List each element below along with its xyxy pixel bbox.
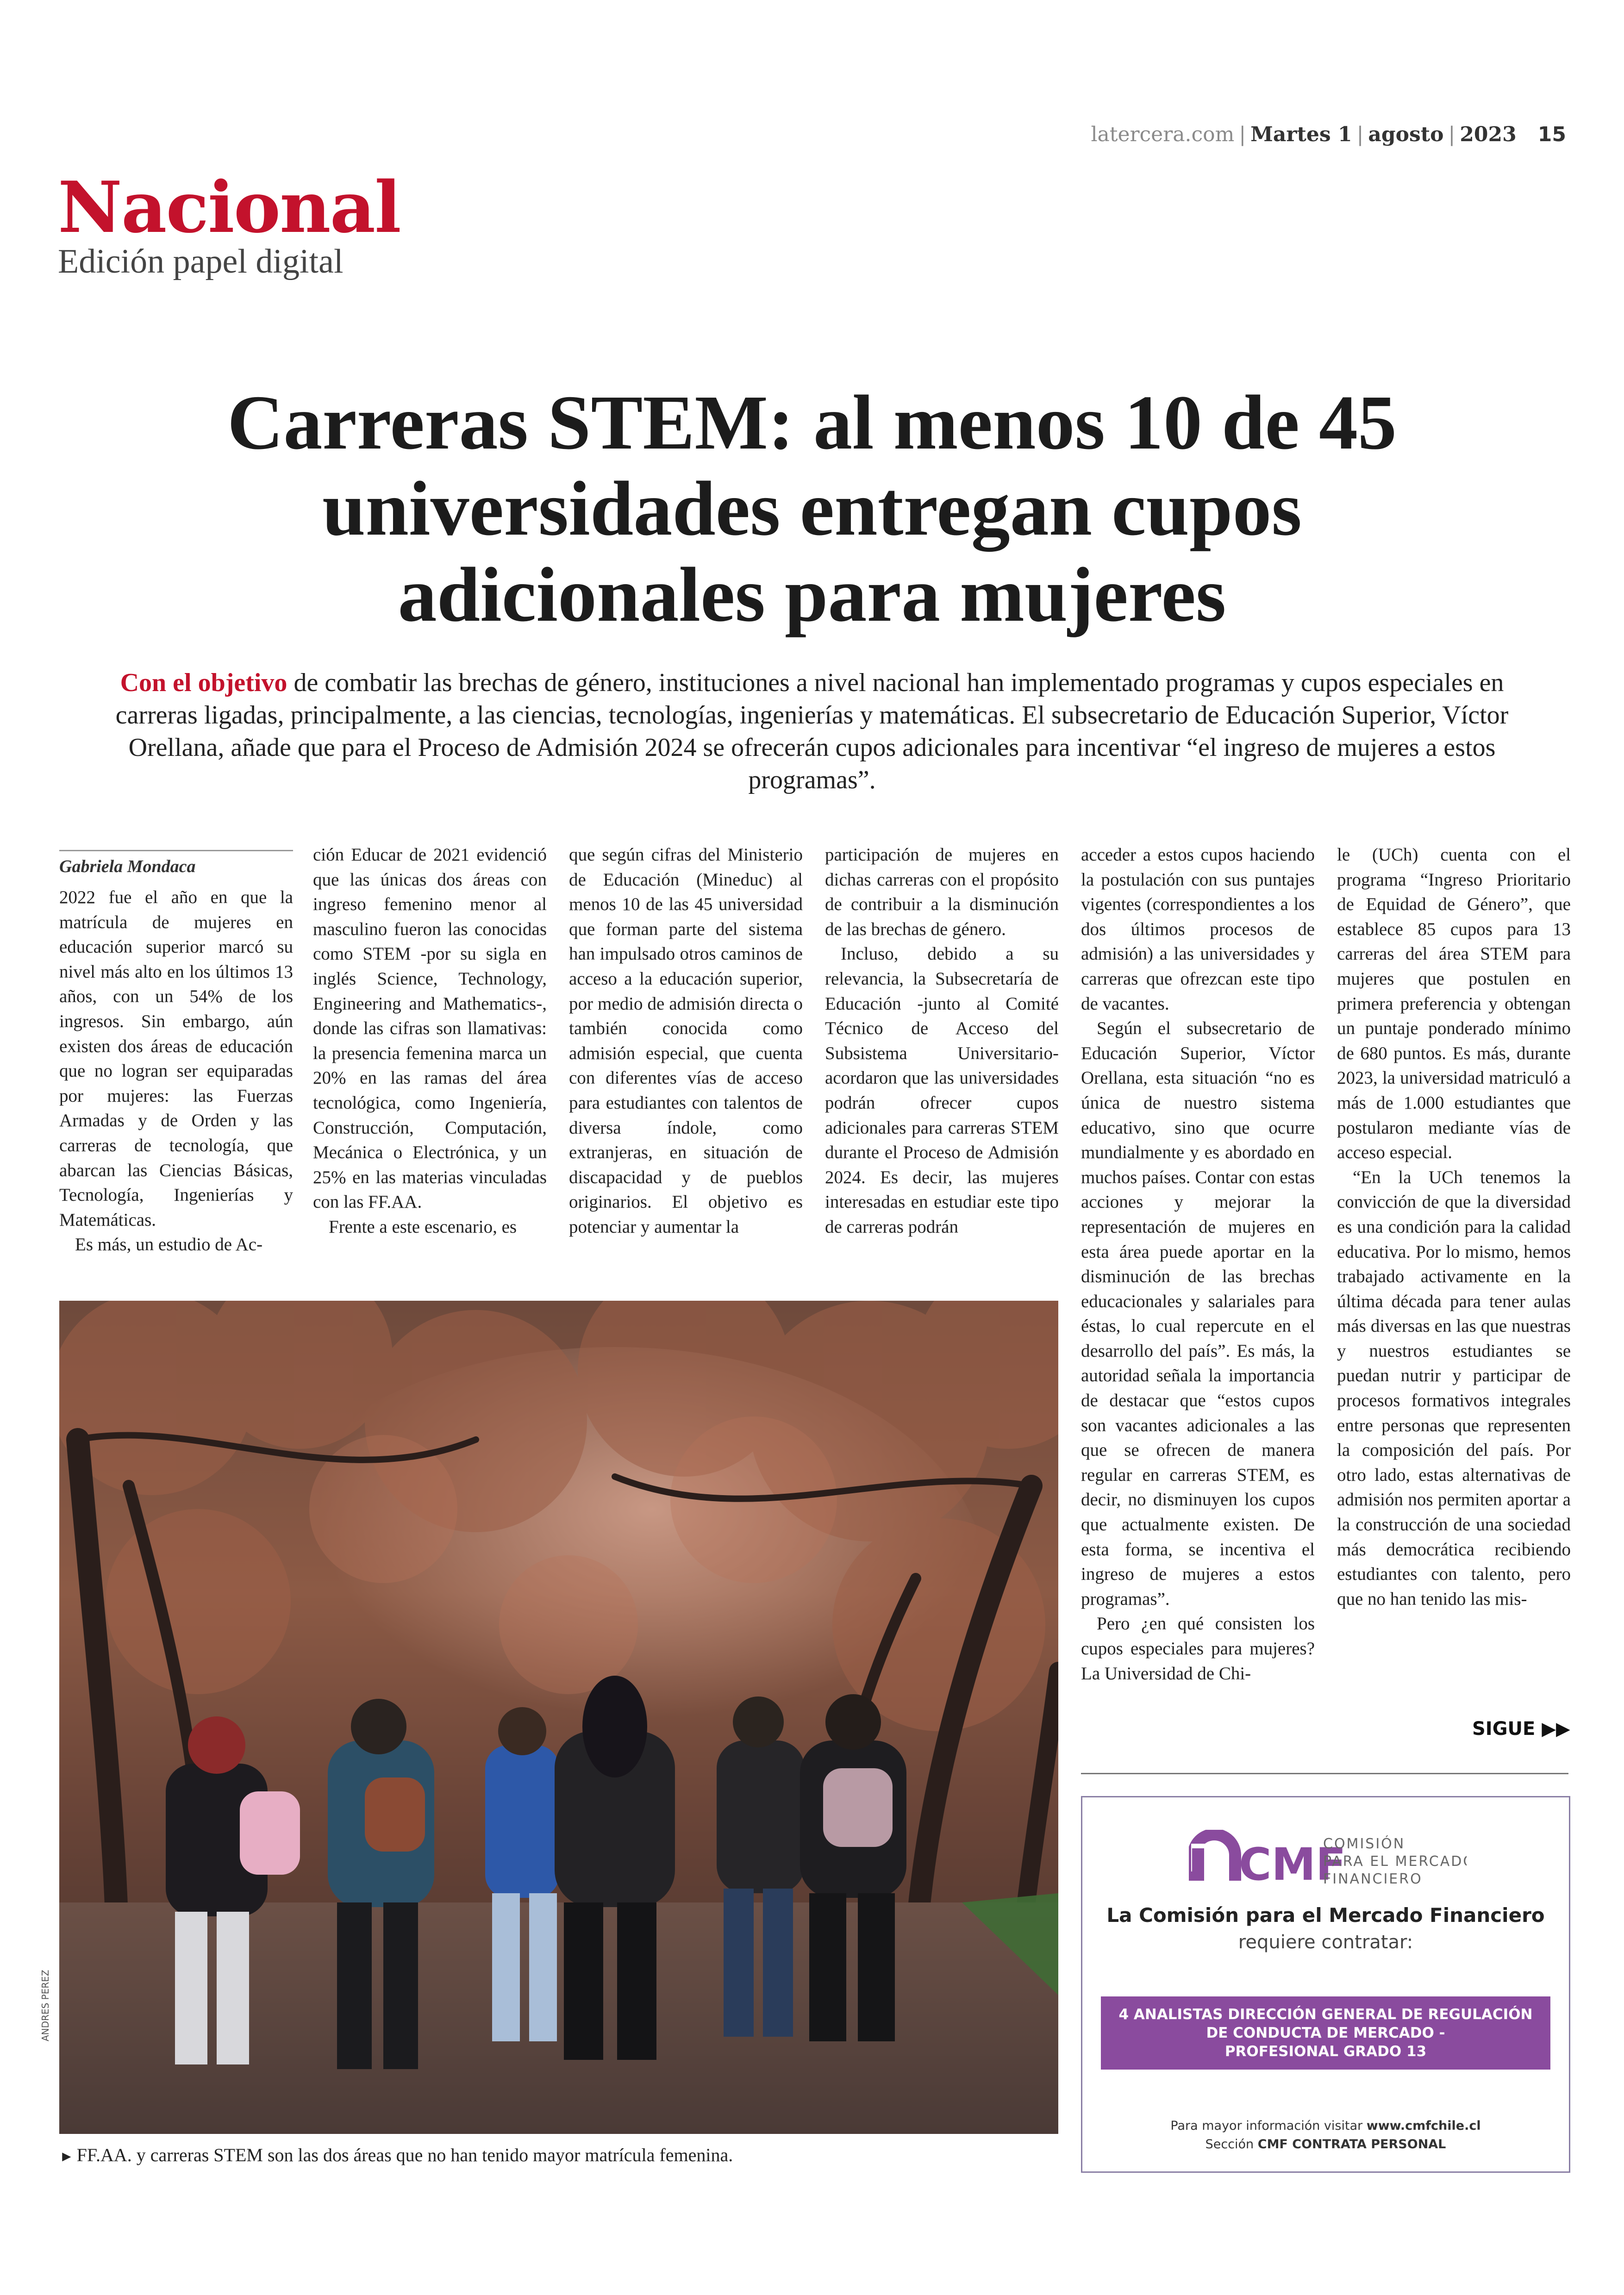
site-name: latercera.com xyxy=(1091,123,1235,146)
ad-foot-section: CMF CONTRATA PERSONAL xyxy=(1257,2137,1446,2152)
page-number: 15 xyxy=(1537,123,1566,146)
headline-line: Carreras STEM: al menos 10 de 45 xyxy=(227,380,1397,466)
headline xyxy=(116,380,1508,638)
ad-footer xyxy=(1082,2117,1569,2154)
cmf-logo-letters: CMF xyxy=(1239,1839,1346,1890)
paragraph: Frente a este escenario, es xyxy=(329,1216,517,1237)
paragraph: Incluso, debido a su relevancia, la Subsecretaría de Educación -junto al Comité Técnico de Acceso del Subsistema Universitario- acordaron que las universidades podrán ofrecer cupos adicionales para carreras STEM durante el Proceso de Admisión 2024. Es decir, las mujeres interesadas en estudiar este tipo de carreras podrán xyxy=(825,944,1059,1237)
ad-separator xyxy=(1081,1773,1568,1774)
paragraph: ción Educar de 2021 evidenció que las únicas dos áreas con ingreso femenino menor al masculino fueron las conocidas como STEM -por su sigla en inglés Science, Technology, Engineering and Mathematics-, donde las cifras son llamativas: la presencia femenina marca un 20% en las ramas del área tecnológica, como Ingeniería, Construcción, Computación, Mecánica o Electrónica, y un 25% en las materias vinculadas con las FF.AA. xyxy=(313,845,547,1212)
article-photo xyxy=(59,1301,1058,2134)
ad-title: La Comisión para el Mercado Financiero xyxy=(1106,1904,1545,1927)
cmf-job-ad xyxy=(1081,1796,1570,2173)
article-column-1 xyxy=(59,885,293,1257)
paragraph: le (UCh) cuenta con el programa “Ingreso Prioritario de Equidad de Género”, que establece 85 cupos para 13 carreras del área STEM para mujeres que postulen en primera preferencia y obtengan un puntaje ponderado mínimo de 680 puntos. Es más, durante 2023, la universidad matriculó a más de 1.000 estudiantes que postularon mediante vías de acceso especial. xyxy=(1337,845,1571,1163)
ad-subtitle: requiere contratar: xyxy=(1238,1932,1413,1953)
article-column-3 xyxy=(569,842,803,1240)
paragraph: que según cifras del Ministerio de Educación (Mineduc) al menos 10 de las 45 universidad que forman parte del sistema han impulsado otros caminos de acceso a la educación superior, por medio de admisión directa o también conocida como admisión especial, que cuenta con diferentes vías de acceso para estudiantes con talentos de diversa índole, como extranjeras, en situación de discapacidad y de pueblos originarios. El objetivo es potenciar y aumentar la xyxy=(569,845,803,1237)
lede xyxy=(97,667,1527,796)
lede-lead: Con el objetivo xyxy=(120,668,287,697)
cmf-logo xyxy=(1189,1830,1467,1895)
ad-foot-section-prefix: Sección xyxy=(1205,2137,1258,2152)
lede-text: de combatir las brechas de género, instituciones a nivel nacional han implementado programas y cupos especiales en carreras ligadas, principalmente, a las ciencias, tecnologías, ingenierías y matemáticas. El subsecretario de Educación Superior, Víctor Orellana, añade que para el Proceso de Admisión 2024 se ofrecerán cupos adicionales para incentivar “el ingreso de mujeres a estos programas”. xyxy=(115,668,1509,794)
cmf-logo-line: FINANCIERO xyxy=(1323,1871,1423,1887)
ad-job-line: DE CONDUCTA DE MERCADO - xyxy=(1206,2025,1445,2041)
header-separator: | xyxy=(1356,123,1364,146)
section-title: Nacional xyxy=(58,166,400,249)
cmf-logo-mark xyxy=(1189,1830,1467,1895)
header-day: Martes 1 xyxy=(1250,123,1352,146)
paragraph: participación de mujeres en dichas carreras con el propósito de contribuir a la disminución de las brechas de género. xyxy=(825,845,1059,939)
article-column-6 xyxy=(1337,842,1571,1611)
paragraph: Es más, un estudio de Ac- xyxy=(75,1235,263,1255)
caption-arrow-icon: ► xyxy=(59,2148,74,2164)
header-separator: | xyxy=(1448,123,1455,146)
photo-credit: ANDRES PEREZ xyxy=(40,1970,51,2041)
paragraph: Pero ¿en qué consisten los cupos especiales para mujeres? La Universidad de Chi- xyxy=(1081,1614,1315,1684)
header-separator: | xyxy=(1239,123,1246,146)
paragraph: “En la UCh tenemos la convicción de que la diversidad es una condición para la calidad educativa. Por lo mismo, hemos trabajado activamente en la última década para tener aulas más diversas en las que nuestras y nuestros estudiantes se puedan nutrir y participar de procesos formativos integrales entre personas que representen la composición del país. Por otro lado, estas alternativas de admisión nos permiten aportar a la construcción de una sociedad más democrática recibiendo estudiantes con talento, pero que no han tenido las mis- xyxy=(1337,1167,1571,1609)
headline-line: adicionales para mujeres xyxy=(398,552,1226,638)
header-year: 2023 xyxy=(1460,123,1517,146)
caption-text: FF.AA. y carreras STEM son las dos áreas que no han tenido mayor matrícula femenina. xyxy=(76,2145,733,2165)
ad-foot-prefix: Para mayor información visitar xyxy=(1170,2119,1367,2133)
paragraph: 2022 fue el año en que la matrícula de mujeres en educación superior marcó su nivel más alto en los últimos 13 años, con un 54% de los ingresos. Sin embargo, aún existen dos áreas de educación que no logran ser equiparadas por mujeres: las Fuerzas Armadas y de Orden y las carreras de tecnología, que abarcan las Ciencias Básicas, Tecnología, Ingenierías y Matemáticas. xyxy=(59,887,293,1230)
byline: Gabriela Mondaca xyxy=(59,857,196,876)
cmf-logo-line: COMISIÓN xyxy=(1323,1836,1405,1852)
article-column-5 xyxy=(1081,842,1315,1686)
ad-job-line: PROFESIONAL GRADO 13 xyxy=(1224,2043,1427,2060)
paragraph: acceder a estos cupos haciendo la postulación con sus puntajes vigentes (correspondientes a los dos últimos procesos de admisión) a las universidades y carreras que ofrezcan este tipo de vacantes. xyxy=(1081,845,1315,1014)
cmf-logo-line: PARA EL MERCADO xyxy=(1323,1853,1467,1870)
header-month: agosto xyxy=(1368,123,1444,146)
page-header xyxy=(1091,123,1566,146)
byline-rule xyxy=(59,850,293,851)
students-walking-photo xyxy=(59,1301,1058,2134)
photo-caption xyxy=(59,2144,733,2166)
headline-line: universidades entregan cupos xyxy=(322,466,1302,552)
ad-url-link[interactable]: www.cmfchile.cl xyxy=(1366,2119,1481,2133)
continue-marker: SIGUE ▶▶ xyxy=(1472,1718,1570,1740)
paragraph: Según el subsecretario de Educación Superior, Víctor Orellana, esta situación “no es única de nuestro sistema educativo, sino que ocurre mundialmente y es abordado en muchos países. Contar con estas acciones y mejorar la representación de mujeres en esta área puede aportar en la disminución de las brechas educacionales y salariales para éstas, lo cual repercute en el desarrollo del país”. Es más, la autoridad señala la importancia de destacar que “estos cupos son vacantes adicionales a las que se ofrecen de manera regular en carreras STEM, es decir, no disminuyen los cupos que actualmente existen. De esta forma, se incentiva el ingreso de mujeres a estos programas”. xyxy=(1081,1018,1315,1609)
ad-job-box xyxy=(1101,1996,1550,2070)
article-column-4 xyxy=(825,842,1059,1240)
ad-job-line: 4 ANALISTAS DIRECCIÓN GENERAL DE REGULACIÓN xyxy=(1118,2006,1533,2023)
article-column-2 xyxy=(313,842,547,1240)
section-subtitle: Edición papel digital xyxy=(58,243,344,281)
